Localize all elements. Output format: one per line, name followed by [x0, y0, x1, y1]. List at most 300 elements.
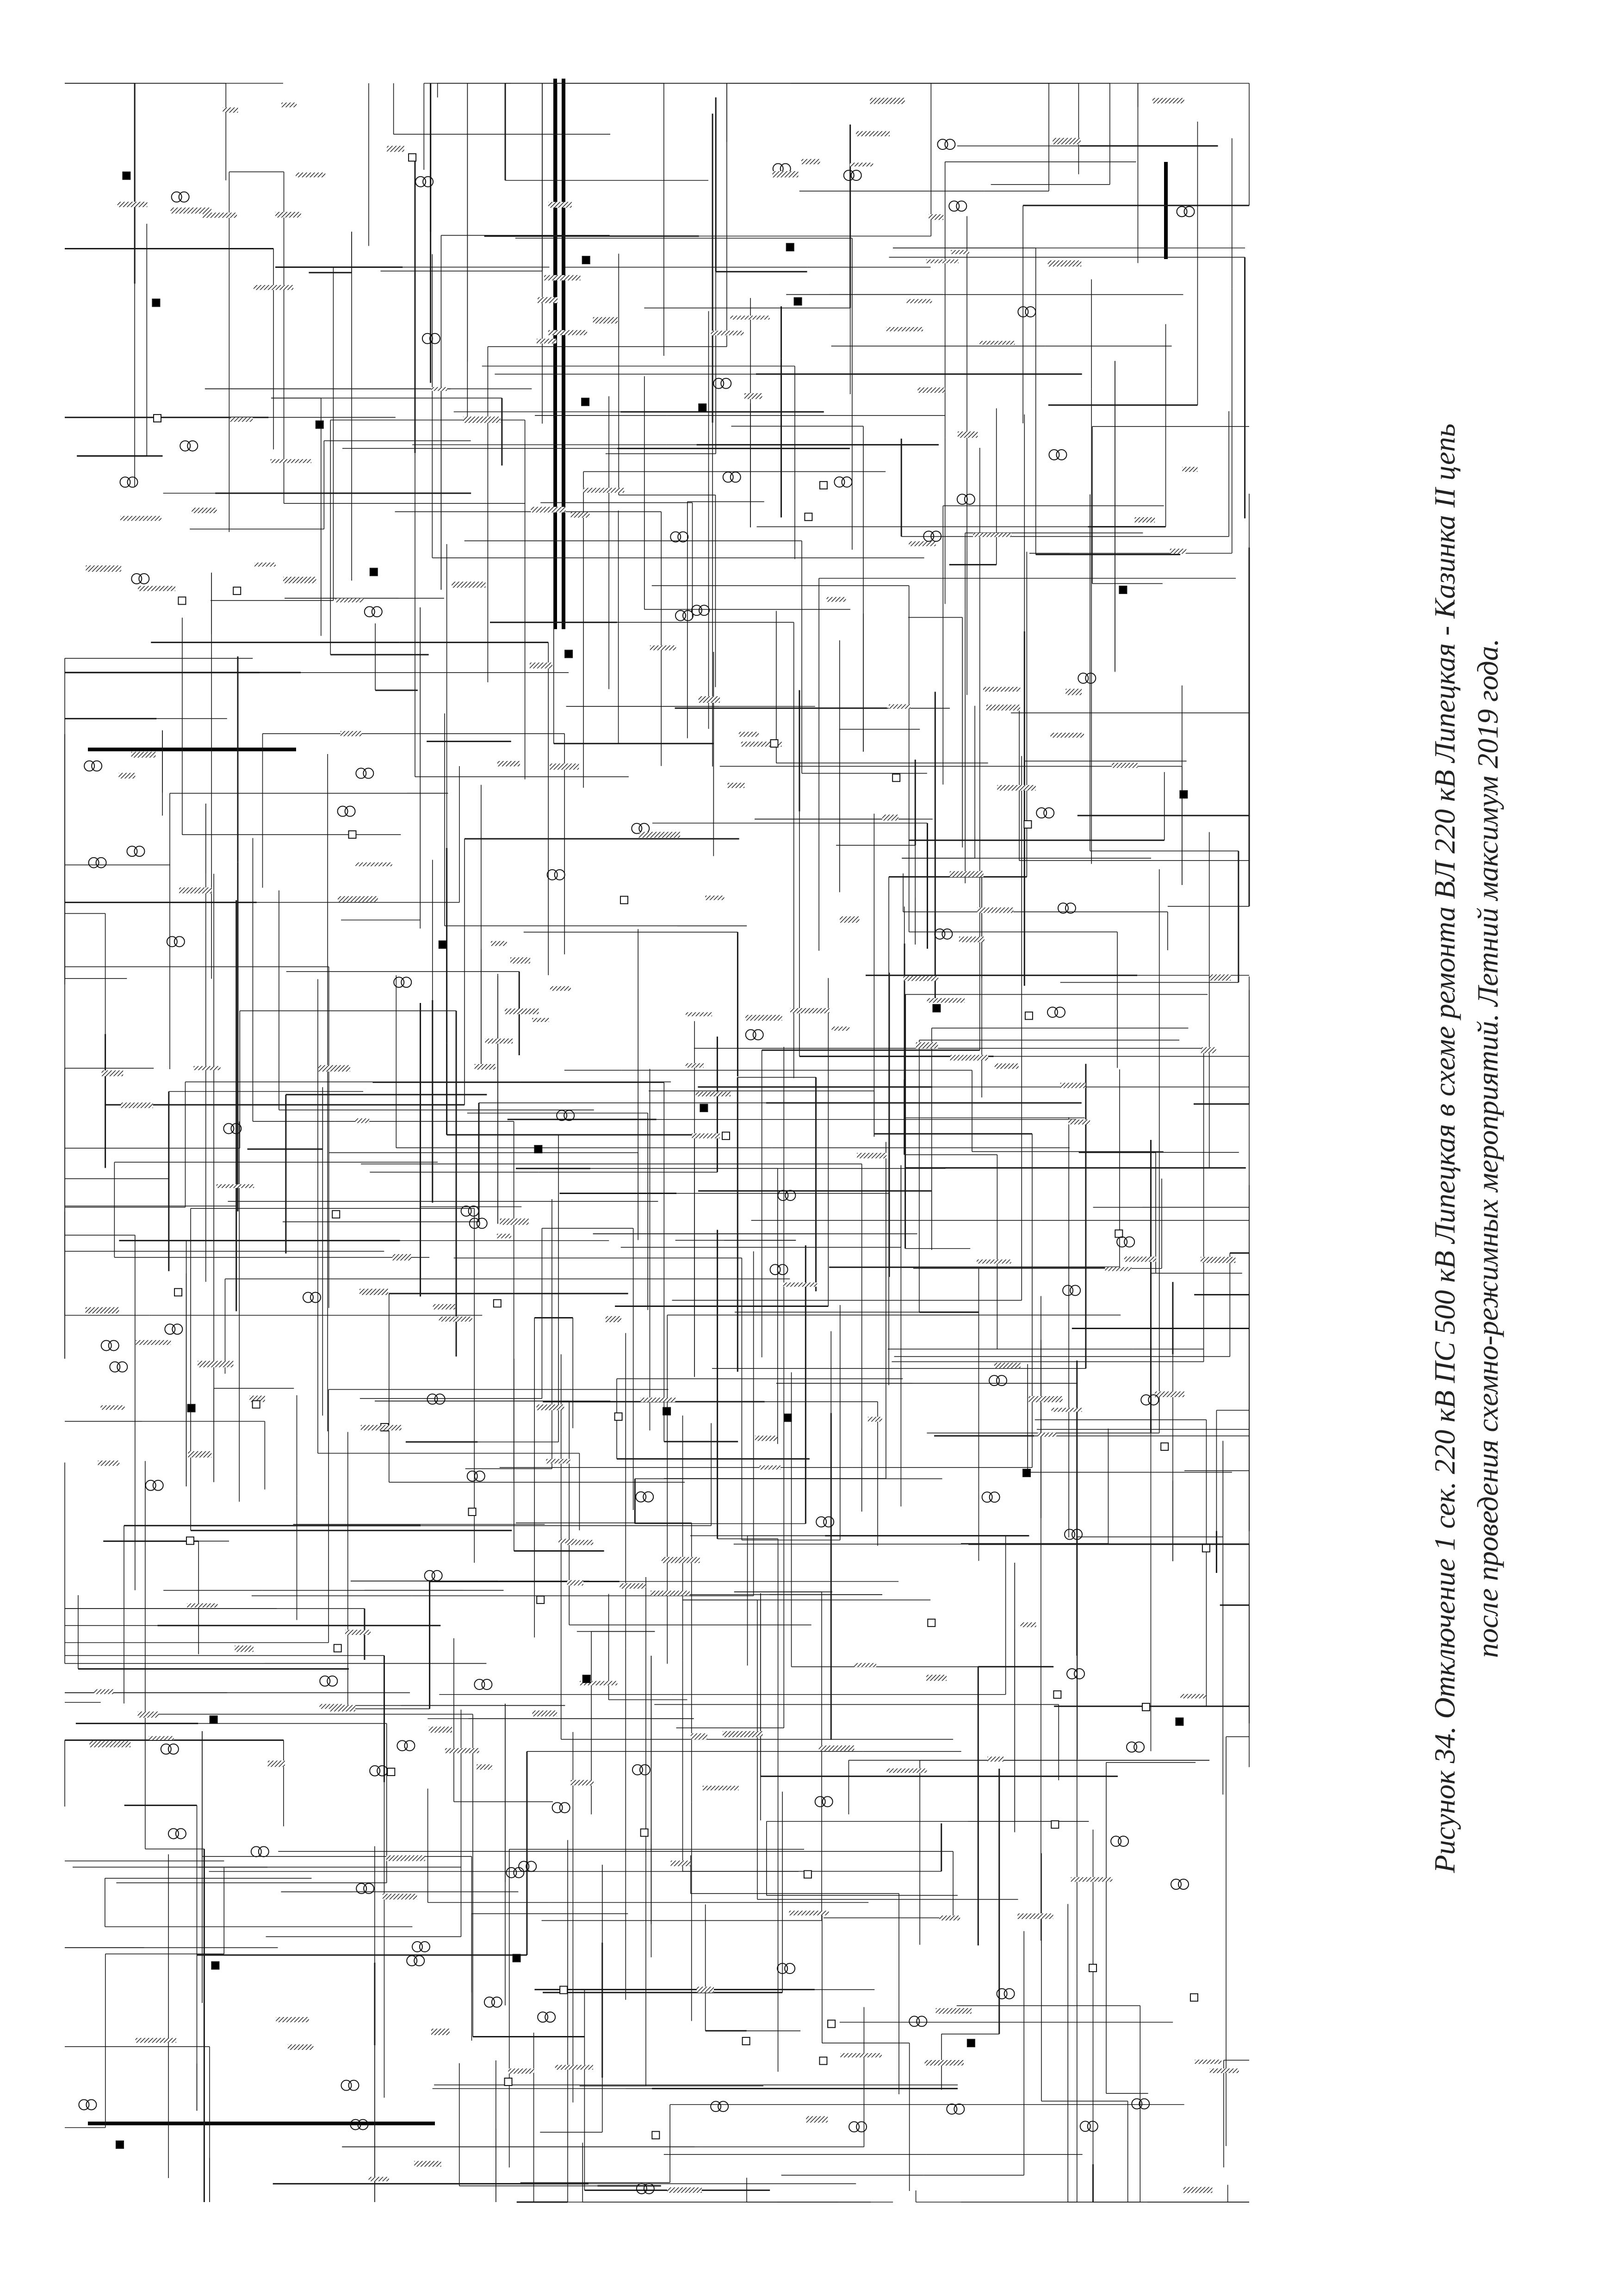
value-label: [497, 1234, 511, 1238]
value-label: [149, 1736, 174, 1740]
value-label: [686, 1012, 712, 1016]
transformer-icon: [842, 477, 852, 487]
transformer-icon: [482, 1679, 492, 1690]
value-label: [505, 1009, 539, 1014]
breaker-icon: [820, 482, 827, 489]
transformer-icon: [1056, 450, 1066, 460]
value-label: [1183, 2187, 1213, 2193]
value-label: [917, 388, 945, 393]
transformer-icon: [477, 1218, 487, 1228]
value-label: [361, 1425, 402, 1430]
breaker-icon: [892, 774, 900, 781]
breaker-icon: [771, 740, 778, 747]
breaker-icon: [663, 1408, 670, 1415]
value-label: [840, 916, 860, 923]
transformer-icon: [699, 605, 709, 615]
value-label: [188, 1451, 211, 1458]
breaker-icon: [1053, 1691, 1061, 1698]
breaker-icon: [560, 1986, 567, 1993]
transformer-icon: [109, 1340, 119, 1350]
value-label: [907, 299, 932, 303]
value-label: [136, 1340, 171, 1345]
breaker-icon: [387, 1768, 395, 1776]
transformer-icon: [372, 606, 382, 617]
value-label: [179, 887, 211, 893]
transformer-icon: [997, 1375, 1007, 1386]
transformer-icon: [404, 1740, 415, 1751]
value-label: [1020, 1622, 1036, 1627]
value-label: [414, 2161, 441, 2166]
value-label: [1195, 2060, 1222, 2064]
transformer-icon: [401, 977, 411, 987]
value-label: [723, 1731, 763, 1737]
value-label: [696, 1092, 731, 1096]
breaker-icon: [1190, 1994, 1198, 2001]
value-label: [230, 417, 253, 421]
value-label: [288, 2044, 313, 2050]
transformer-icon: [945, 139, 955, 149]
value-label: [697, 1987, 714, 1993]
value-label: [977, 908, 1013, 913]
transformer-icon: [420, 1942, 430, 1952]
value-label: [86, 565, 121, 572]
transformer-icon: [345, 806, 355, 817]
transformer-icon: [168, 1744, 179, 1754]
caption-line-2: после проведения схемно-режимных мероприятий. Летний максимум 2019 года.: [1471, 638, 1504, 1658]
breaker-icon: [582, 256, 590, 264]
value-label: [532, 1018, 549, 1022]
value-label: [439, 1317, 472, 1322]
value-label: [131, 752, 156, 758]
value-label: [977, 1259, 1011, 1263]
value-label: [429, 1727, 452, 1733]
transformer-icon: [310, 1292, 321, 1302]
value-label: [355, 862, 392, 866]
figure-caption: [1323, 0, 1610, 2296]
value-label: [730, 316, 769, 319]
value-label: [138, 586, 175, 591]
value-label: [790, 1008, 830, 1013]
breaker-icon: [210, 1716, 217, 1723]
transformer-icon: [823, 1796, 833, 1807]
value-label: [1048, 260, 1082, 266]
value-label: [510, 957, 530, 963]
value-label: [703, 1786, 739, 1790]
transformer-icon: [1004, 1989, 1015, 1999]
value-label: [118, 202, 148, 207]
value-label: [477, 1764, 492, 1770]
transformer-icon: [1139, 2099, 1149, 2109]
breaker-icon: [615, 1413, 622, 1420]
transformer-icon: [423, 177, 433, 187]
value-label: [744, 393, 762, 399]
transformer-icon: [643, 1492, 653, 1502]
value-label: [995, 1064, 1019, 1069]
transformer-icon: [92, 761, 102, 771]
transformer-icon: [96, 858, 106, 868]
value-label: [1068, 1120, 1090, 1125]
value-label: [217, 1184, 254, 1188]
breaker-icon: [620, 896, 628, 904]
value-label: [987, 1757, 1004, 1762]
breaker-icon: [494, 1300, 501, 1307]
breaker-icon: [1089, 1964, 1096, 1972]
transformer-icon: [259, 1846, 269, 1857]
value-label: [275, 212, 301, 217]
transformer-icon: [942, 929, 952, 939]
transformer-icon: [1124, 1237, 1134, 1247]
value-label: [500, 1219, 528, 1225]
value-label: [98, 1461, 120, 1466]
value-label: [745, 1015, 782, 1021]
value-label: [650, 1590, 690, 1596]
breaker-icon: [534, 1145, 542, 1153]
breaker-icon: [537, 1596, 544, 1603]
transformer-icon: [785, 1963, 795, 1974]
value-label: [558, 1539, 576, 1543]
value-label: [950, 1055, 988, 1060]
value-label: [1065, 689, 1082, 695]
breaker-icon: [152, 299, 160, 306]
transformer-icon: [1184, 206, 1195, 217]
value-label: [831, 1027, 849, 1031]
value-label: [235, 1646, 253, 1652]
value-label: [254, 563, 276, 567]
breaker-icon: [565, 650, 572, 658]
breaker-icon: [1051, 1821, 1059, 1828]
value-label: [270, 459, 311, 463]
value-label: [544, 275, 580, 281]
value-label: [927, 998, 965, 1003]
transformer-icon: [851, 170, 861, 180]
transformer-icon: [753, 1030, 763, 1040]
value-label: [537, 339, 557, 343]
value-label: [789, 1911, 829, 1915]
value-label: [671, 1861, 691, 1866]
value-label: [571, 512, 590, 518]
value-label: [662, 1557, 700, 1563]
value-label: [882, 815, 898, 821]
value-label: [772, 171, 798, 178]
value-label: [387, 146, 404, 152]
transformer-icon: [560, 1802, 570, 1813]
value-label: [532, 1710, 557, 1716]
value-label: [926, 1675, 947, 1681]
transformer-icon: [327, 1676, 337, 1686]
value-label: [463, 417, 501, 423]
value-label: [667, 2187, 702, 2193]
value-label: [593, 317, 618, 323]
value-label: [223, 107, 238, 112]
breaker-icon: [439, 941, 446, 948]
transformer-icon: [1025, 307, 1035, 317]
value-label: [171, 208, 211, 214]
value-label: [491, 941, 507, 946]
value-label: [854, 1663, 876, 1667]
value-label: [850, 163, 873, 167]
value-label: [452, 582, 485, 588]
value-label: [886, 327, 923, 331]
breaker-icon: [722, 1132, 730, 1139]
value-label: [537, 1405, 564, 1410]
value-label: [431, 2029, 450, 2035]
value-label: [950, 871, 984, 877]
value-label: [281, 103, 297, 107]
transformer-icon: [349, 2080, 359, 2091]
value-label: [254, 285, 293, 290]
transformer-icon: [1148, 1395, 1158, 1405]
value-label: [383, 1894, 417, 1899]
value-label: [619, 1583, 645, 1589]
breaker-icon: [1176, 1718, 1183, 1725]
value-label: [531, 507, 565, 513]
value-label: [856, 131, 890, 136]
breaker-icon: [1142, 1703, 1150, 1711]
power-grid-schematic: [56, 74, 1277, 2239]
breaker-icon: [174, 1288, 182, 1296]
value-label: [431, 387, 447, 391]
value-label: [1134, 517, 1155, 522]
value-label: [338, 896, 378, 902]
value-label: [903, 976, 938, 981]
value-label: [1112, 763, 1138, 768]
value-label: [994, 1363, 1021, 1368]
transformer-icon: [475, 1471, 485, 1481]
value-label: [929, 214, 943, 220]
value-label: [1201, 1257, 1235, 1263]
value-label: [475, 1064, 496, 1070]
value-label: [136, 2038, 176, 2042]
value-label: [783, 1282, 818, 1287]
value-label: [359, 1289, 388, 1295]
breaker-icon: [186, 1537, 194, 1544]
value-label: [936, 2008, 972, 2014]
transformer-icon: [377, 1766, 387, 1776]
breaker-icon: [370, 568, 378, 576]
caption-line-1: Рисунок 34. Отключение 1 сек. 220 кВ ПС 500 кВ Липецкая в схеме ремонта ВЛ 220 кВ Липецкая - Казинка II цепь: [1428, 423, 1462, 1873]
value-label: [650, 645, 676, 650]
breaker-icon: [334, 1645, 341, 1652]
value-label: [583, 488, 624, 493]
value-label: [1017, 1913, 1053, 1919]
breaker-icon: [409, 154, 416, 161]
breaker-icon: [1119, 586, 1127, 594]
transformer-icon: [134, 846, 144, 856]
breaker-icon: [743, 2037, 750, 2045]
value-label: [986, 705, 1020, 711]
transformer-icon: [187, 441, 198, 451]
breaker-icon: [784, 1414, 792, 1422]
value-label: [138, 1712, 159, 1718]
value-label: [1152, 98, 1184, 104]
value-label: [1124, 1256, 1156, 1262]
value-label: [639, 832, 680, 838]
breaker-icon: [652, 2131, 659, 2139]
breaker-icon: [794, 298, 802, 305]
value-label: [1180, 1694, 1206, 1698]
breaker-icon: [316, 421, 323, 428]
transformer-icon: [856, 2122, 867, 2132]
breaker-icon: [1161, 1443, 1168, 1450]
transformer-icon: [731, 472, 741, 482]
transformer-icon: [174, 936, 185, 947]
breaker-icon: [469, 1508, 476, 1516]
value-label: [940, 1916, 960, 1921]
value-label: [819, 1745, 855, 1751]
transformer-icon: [917, 2016, 927, 2026]
value-label: [924, 2060, 964, 2066]
value-label: [916, 1042, 938, 1048]
value-label: [555, 2065, 593, 2070]
transformer-icon: [1134, 1742, 1144, 1752]
value-label: [100, 1405, 124, 1410]
value-label: [268, 1761, 285, 1767]
value-label: [686, 1063, 704, 1067]
transformer-icon: [127, 477, 137, 487]
value-label: [727, 783, 744, 788]
value-label: [739, 732, 759, 737]
value-label: [318, 1065, 350, 1071]
value-label: [445, 1748, 479, 1753]
value-label: [959, 936, 985, 942]
value-label: [705, 896, 724, 900]
value-label: [198, 1361, 233, 1368]
transformer-icon: [430, 334, 440, 344]
breaker-icon: [188, 1405, 195, 1412]
value-label: [699, 696, 720, 703]
value-label: [118, 773, 135, 779]
value-label: [120, 516, 161, 520]
value-label: [973, 533, 1011, 537]
value-label: [1170, 549, 1187, 554]
value-label: [997, 785, 1035, 791]
value-label: [386, 1855, 425, 1861]
value-label: [508, 2068, 534, 2073]
breaker-icon: [787, 243, 794, 251]
value-label: [86, 1307, 119, 1313]
breaker-icon: [513, 1955, 520, 1962]
transformer-icon: [469, 1206, 479, 1216]
value-label: [926, 260, 959, 263]
transformer-icon: [785, 1190, 795, 1201]
value-label: [1050, 733, 1084, 738]
breaker-icon: [933, 1004, 940, 1012]
transformer-icon: [824, 1517, 834, 1527]
transformer-icon: [176, 1829, 186, 1839]
transformer-icon: [1074, 1669, 1084, 1679]
breaker-icon: [505, 2078, 512, 2086]
value-label: [1182, 467, 1197, 472]
value-label: [335, 598, 364, 602]
value-label: [530, 662, 552, 668]
transformer-icon: [432, 1571, 442, 1581]
value-label: [1028, 1396, 1062, 1402]
breaker-icon: [641, 1829, 648, 1836]
transformer-icon: [545, 2012, 555, 2022]
breaker-icon: [253, 1401, 260, 1408]
breaker-icon: [154, 415, 161, 422]
breaker-icon: [967, 2039, 975, 2047]
value-label: [193, 1066, 220, 1070]
transformer-icon: [139, 574, 149, 584]
transformer-icon: [526, 1861, 536, 1871]
breaker-icon: [349, 831, 356, 838]
value-label: [979, 341, 1015, 345]
value-label: [550, 763, 579, 769]
value-label: [276, 2017, 309, 2022]
breaker-icon: [804, 1871, 812, 1878]
value-label: [827, 597, 846, 602]
transformer-icon: [683, 611, 693, 621]
value-label: [692, 1133, 720, 1139]
transformer-icon: [172, 1324, 182, 1334]
value-label: [485, 1039, 513, 1044]
value-label: [870, 98, 905, 104]
breaker-icon: [583, 1675, 590, 1683]
value-label: [1038, 1433, 1056, 1437]
transformer-icon: [956, 201, 966, 211]
value-label: [497, 761, 520, 767]
transformer-icon: [990, 1492, 1000, 1502]
value-label: [330, 1705, 355, 1711]
transformer-icon: [954, 2104, 964, 2114]
breaker-icon: [582, 398, 589, 406]
breaker-icon: [1025, 1012, 1033, 1020]
value-label: [909, 541, 935, 546]
value-label: [886, 1769, 927, 1773]
transformer-icon: [363, 768, 373, 779]
transformer-icon: [86, 2099, 96, 2110]
value-label: [606, 1316, 621, 1322]
breaker-icon: [1115, 1230, 1122, 1238]
transformer-icon: [721, 378, 731, 389]
value-label: [121, 1102, 153, 1108]
value-label: [187, 1603, 217, 1608]
value-label: [806, 2116, 828, 2123]
value-label: [571, 1780, 594, 1786]
transformer-icon: [778, 1264, 788, 1275]
transformer-icon: [1085, 673, 1096, 683]
value-label: [192, 507, 217, 513]
value-label: [1210, 2068, 1239, 2073]
value-label: [1155, 1392, 1184, 1397]
transformer-icon: [117, 1362, 127, 1372]
transformer-icon: [718, 2101, 728, 2111]
transformer-icon: [965, 494, 975, 504]
value-label: [760, 1466, 781, 1470]
transformer-icon: [1070, 1285, 1080, 1295]
value-label: [840, 2053, 881, 2057]
value-label: [94, 1689, 114, 1694]
value-label: [1060, 1083, 1086, 1088]
breaker-icon: [928, 1619, 935, 1627]
value-label: [392, 1254, 411, 1261]
value-label: [983, 687, 1020, 692]
value-label: [283, 577, 316, 583]
transformer-icon: [1118, 1836, 1128, 1846]
transformer-icon: [414, 1956, 424, 1966]
value-label: [548, 330, 587, 335]
value-label: [801, 159, 820, 164]
value-label: [1210, 974, 1231, 980]
value-label: [355, 1118, 369, 1123]
schematic-canvas: [56, 74, 1277, 2239]
transformer-icon: [1055, 1007, 1065, 1017]
transformer-icon: [640, 1765, 650, 1775]
breaker-icon: [805, 513, 812, 520]
value-label: [1053, 138, 1081, 144]
transformer-icon: [179, 192, 189, 202]
